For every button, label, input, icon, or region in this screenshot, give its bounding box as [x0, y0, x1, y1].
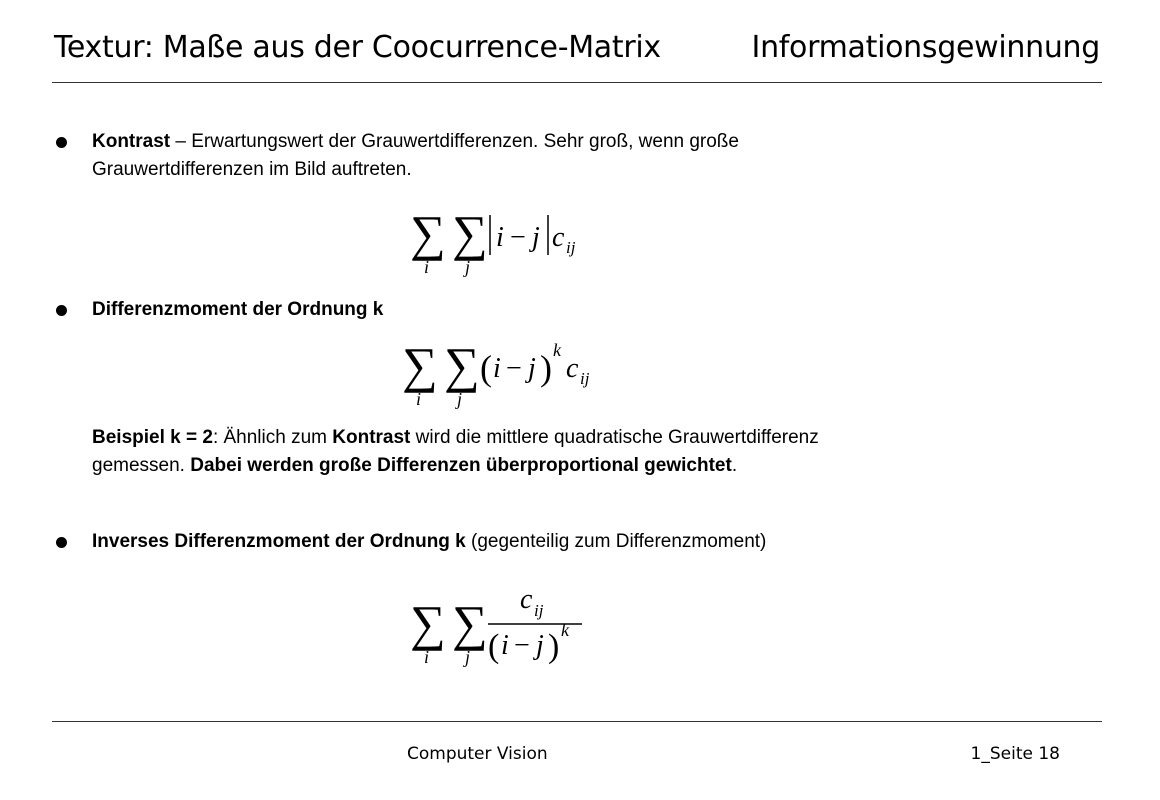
section-title: Informationsgewinnung: [751, 30, 1100, 65]
example-line1: Beispiel k = 2: Ähnlich zum Kontrast wird die mittlere quadratische Grauwertdifferenz: [92, 427, 819, 448]
svg-text:−: −: [506, 353, 522, 384]
inverses-term: Inverses Differenzmoment der Ordnung k: [92, 531, 466, 552]
svg-text:j: j: [457, 389, 463, 409]
bullet-kontrast: [56, 137, 67, 148]
footer-course: Computer Vision: [407, 744, 548, 764]
svg-text:): ): [548, 628, 560, 665]
bullet-differenzmoment: [56, 305, 67, 316]
kontrast-desc: – Erwartungswert der Grauwertdifferenzen. Sehr groß, wenn große: [170, 131, 739, 152]
svg-text:j: j: [536, 630, 544, 661]
svg-text:j: j: [528, 353, 536, 384]
header-rule: [52, 82, 1102, 83]
inverses-line: [92, 529, 766, 555]
svg-text:c: c: [566, 353, 579, 384]
svg-text:j: j: [465, 647, 471, 667]
svg-text:∑: ∑: [410, 595, 446, 651]
svg-text:ij: ij: [580, 369, 590, 388]
svg-text:(: (: [488, 628, 500, 665]
inverses-desc: (gegenteilig zum Differenzmoment): [465, 531, 767, 552]
svg-text:k: k: [553, 340, 561, 360]
formula-differenzmoment: [400, 332, 600, 417]
svg-text:i: i: [501, 630, 509, 661]
svg-text:i: i: [496, 222, 504, 253]
index-i: i: [424, 257, 430, 277]
formula-kontrast: [408, 200, 588, 285]
index-j: j: [465, 257, 471, 277]
differenzmoment-line: [92, 297, 383, 323]
svg-text:∑: ∑: [452, 595, 488, 651]
svg-text:−: −: [514, 630, 530, 661]
footer-rule: [52, 721, 1102, 722]
differenzmoment-term: Differenzmoment der Ordnung k: [92, 299, 384, 320]
svg-text:∑: ∑: [402, 337, 438, 393]
svg-text:−: −: [510, 222, 526, 253]
slide-title: Textur: Maße aus der Coocurrence-Matrix: [54, 30, 661, 65]
svg-text:j: j: [532, 222, 540, 253]
svg-text:c: c: [520, 584, 533, 615]
svg-text:i: i: [416, 389, 422, 409]
svg-text:i: i: [493, 353, 501, 384]
svg-text:ij: ij: [534, 601, 544, 620]
svg-text:k: k: [561, 620, 569, 640]
kontrast-line1: [92, 129, 739, 155]
svg-text:(: (: [480, 348, 492, 388]
footer-page-number: 1_Seite 18: [970, 744, 1060, 764]
formula-inverses-differenzmoment: [408, 584, 598, 683]
svg-text:ij: ij: [566, 238, 576, 257]
bullet-inverses-differenzmoment: [56, 537, 67, 548]
kontrast-line2: Grauwertdifferenzen im Bild auftreten.: [92, 159, 412, 180]
sum-symbol-i: ∑: [410, 205, 446, 261]
svg-text:i: i: [424, 647, 430, 667]
svg-text:c: c: [552, 222, 565, 253]
svg-text:): ): [540, 348, 552, 388]
example-line2: gemessen. Dabei werden große Differenzen überproportional gewichtet.: [92, 455, 738, 476]
kontrast-term: Kontrast: [92, 131, 171, 152]
sum-symbol-j: ∑: [452, 205, 488, 261]
svg-text:∑: ∑: [444, 337, 480, 393]
